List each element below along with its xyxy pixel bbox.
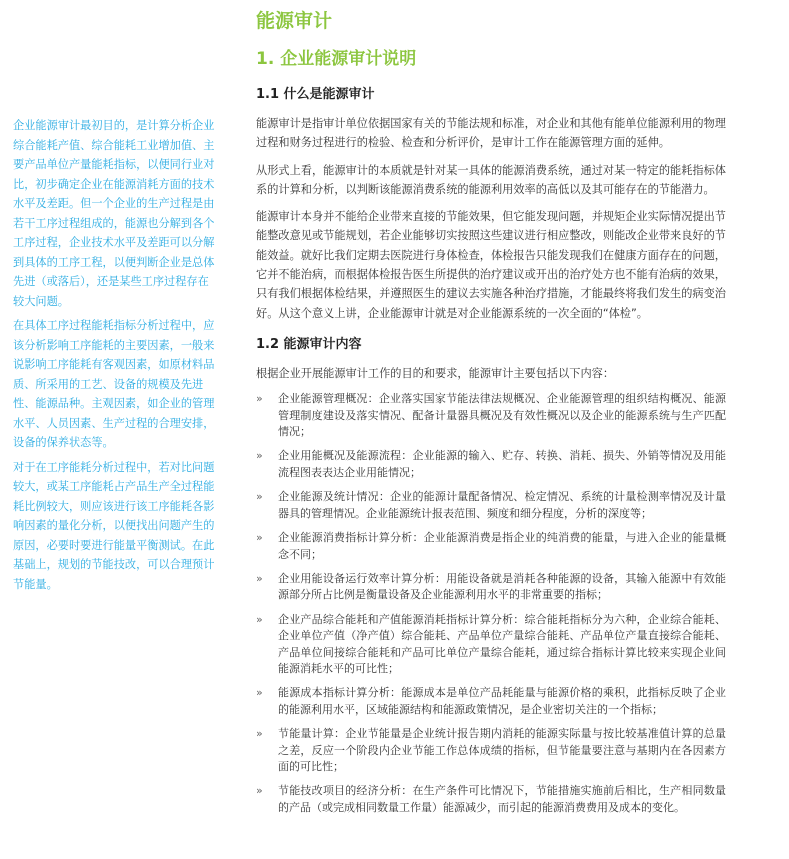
sidebar-note <box>13 116 216 599</box>
list-item <box>256 685 726 718</box>
list-item-text: 能源成本指标计算分析：能源成本是单位产品耗能量与能源价格的乘积，此指标反映了企业的能源利用水平，区域能源结构和能源政策情况，是企业密切关注的一个指标； <box>278 686 726 716</box>
bullet-icon: » <box>256 571 263 585</box>
bullet-icon: » <box>256 727 263 741</box>
sidebar-paragraph: 对于在工序能耗分析过程中，若对比问题较大，或某工序能耗占产品生产全过程能耗比例较大，则应该进行该工序能耗各影响因素的量化分析，以便找出问题产生的原因，必要时要进行能量平衡测试。在此基础上，规划的节能技改，可以合理预计节能量。 <box>13 460 215 591</box>
bullet-icon: » <box>256 612 263 626</box>
bullet-icon: » <box>256 686 263 700</box>
list-item-text: 企业产品综合能耗和产值能源消耗指标计算分析：综合能耗指标分为六种，企业综合能耗、企业单位产值（净产值）综合能耗、产品单位产量综合能耗、产品单位产量直接综合能耗、产品单位间接综合能耗和产品可比单位产量综合能耗，通过综合指标计算比较来实现企业间能源消耗水平的可比性； <box>278 612 726 675</box>
body-paragraph-intro: 根据企业开展能源审计工作的目的和要求，能源审计主要包括以下内容： <box>256 366 615 380</box>
audit-content-list <box>256 391 726 816</box>
bullet-icon: » <box>256 531 263 545</box>
list-item-text: 企业用能概况及能源流程：企业能源的输入、贮存、转换、消耗、损失、外销等情况及用能流程图表表达企业用能情况； <box>278 449 726 479</box>
bullet-icon: » <box>256 490 263 504</box>
section-title: 1. 企业能源审计说明 <box>256 49 417 69</box>
sidebar-paragraph: 企业能源审计最初目的，是计算分析企业综合能耗产值、综合能耗工业增加值、主要产品单位产量能耗指标，以便同行业对比，初步确定企业在能源消耗方面的技术水平及差距。但一个企业的生产过程是由若干工序过程组成的，能源也分解到各个工序过程，企业技术水平及差距可以分解到具体的工序工程，以便判断企业是总体先进（或落后），还是某些工序过程存在较大问题。 <box>13 119 215 308</box>
subsection-title-audit-content: 1.2 能源审计内容 <box>256 336 362 352</box>
list-item-text: 企业用能设备运行效率计算分析：用能设备就是消耗各种能源的设备，其输入能源中有效能源部分所占比例是衡量设备及企业能源利用水平的非常重要的指标； <box>278 571 726 602</box>
page-title: 能源审计 <box>256 10 333 32</box>
list-item <box>256 612 726 678</box>
body-paragraph: 能源审计是指审计单位依据国家有关的节能法规和标准，对企业和其他有能单位能源利用的物理过程和财务过程进行的检验、检查和分析评价，是审计工作在能源管理方面的延伸。 <box>256 117 726 150</box>
bullet-icon: » <box>256 392 263 406</box>
list-item <box>256 489 726 522</box>
bullet-icon: » <box>256 449 263 463</box>
list-item <box>256 783 726 816</box>
body-paragraph: 能源审计本身并不能给企业带来直接的节能效果，但它能发现问题，并规矩企业实际情况提出节能整改意见或节能规划，若企业能够切实按照这些建议进行相应整改，则能改企业带来良好的节能效益。就好比我们定期去医院进行身体检查，体检报告只能发现我们在健康方面存在的问题，它并不能治病，而根据体检报告医生所提供的治疗建议或开出的治疗处方也不能有治病的效果，只有我们根据体检结果，并遵照医生的建议去实施各种治疗措施，才能最终将我们发生的病变治好。从这个意义上讲，企业能源审计就是对企业能源系统的一次全面的“体检”。 <box>256 210 726 320</box>
list-item <box>256 448 726 481</box>
bullet-icon: » <box>256 784 263 798</box>
sidebar-paragraph: 在具体工序过程能耗指标分析过程中，应该分析影响工序能耗的主要因素，一般来说影响工序能耗有客观因素，如原材料品质、所采用的工艺、设备的规模及先进性、能源品种。主观因素，如企业的管理水平、人员因素、生产过程的合理安排，设备的保养状态等。 <box>13 319 215 449</box>
list-item-text: 节能量计算：企业节能量是企业统计报告期内消耗的能源实际量与按比较基准值计算的总量之差，反应一个阶段内企业节能工作总体成绩的指标，但节能量要注意与基期内在各因素方面的可比性； <box>278 727 726 773</box>
list-item <box>256 391 726 440</box>
subsection-title-what-is-energy-audit: 1.1 什么是能源审计 <box>256 87 375 102</box>
body-paragraph: 从形式上看，能源审计的本质就是针对某一具体的能源消费系统，通过对某一特定的能耗指标体系的计算和分析，以判断该能源消费系统的能源利用效率的高低以及其可能存在的节能潜力。 <box>256 163 726 196</box>
list-item <box>256 530 726 563</box>
list-item-text: 企业能源管理概况：企业落实国家节能法律法规概况、企业能源管理的组织结构概况、能源管理制度建设及落实情况、配备计量器具概况及有效性概况以及企业的能源系统与生产匹配情况； <box>278 392 726 439</box>
main-content <box>256 86 726 824</box>
list-item-text: 企业能源消费指标计算分析：企业能源消费是指企业的纯消费的能量，与进入企业的能量概念不同； <box>278 531 726 561</box>
list-item <box>256 726 726 775</box>
list-item-text: 企业能源及统计情况：企业的能源计量配备情况、检定情况、系统的计量检测率情况及计量器具的管理情况。企业能源统计报表范围、频度和细分程度，分析的深度等； <box>278 490 726 520</box>
list-item <box>256 571 726 604</box>
list-item-text: 节能技改项目的经济分析：在生产条件可比情况下，节能措施实施前后相比，生产相同数量的产品（或完成相同数量工作量）能源减少，而引起的能源消费费用及成本的变化。 <box>278 784 726 814</box>
